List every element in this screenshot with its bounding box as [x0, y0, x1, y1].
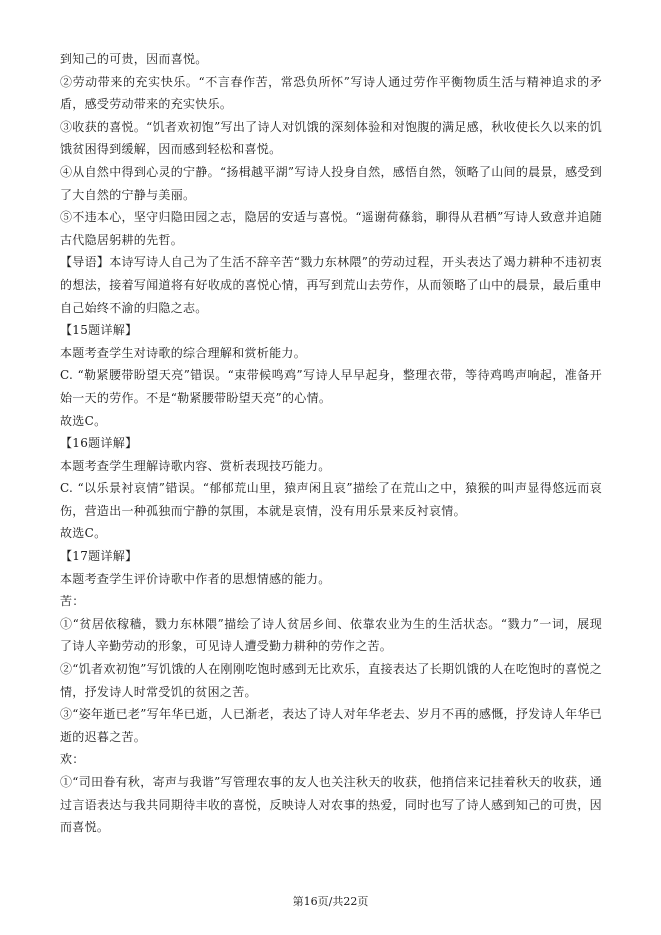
text-line: C. “以乐景衬哀情”错误。“郁郁荒山里，猿声闲且哀”描绘了在荒山之中，猿猴的叫声显得悠远而哀伤，营造出一种孤独而宁静的氛围，本就是哀情，没有用乐景来反衬哀情。: [60, 481, 602, 518]
text-line: ②劳动带来的充实快乐。“不言春作苦，常恐负所怀”写诗人通过劳作平衡物质生活与精神追求的矛盾，感受劳动带来的充实快乐。: [60, 74, 602, 112]
text-line: ①“贫居依稼穑，戮力东林隈”描绘了诗人贫居乡间、依靠农业为生的生活状态。“戮力”一词，展现了诗人辛勤劳动的形象，可见诗人遭受勤力耕种的劳作之苦。: [60, 616, 602, 654]
text-line: ④从自然中得到心灵的宁静。“扬楫越平湖”写诗人投身自然，感悟自然，领略了山间的晨景，感受到了大自然的宁静与美丽。: [60, 164, 602, 202]
page-content: [60, 48, 602, 839]
text-line: 到知己的可贵，因而喜悦。: [60, 52, 208, 66]
text-line: 苦：: [60, 594, 85, 609]
text-line: 本题考查学生对诗歌的综合理解和赏析能力。: [60, 345, 307, 360]
answer-line: 故选C。: [60, 413, 107, 428]
text-line: ③“姿年逝已老”写年华已逝，人已渐老，表达了诗人对年华老去、岁月不再的感慨，抒发诗人年华已逝的迟暮之苦。: [60, 707, 602, 744]
text-line: ②“饥者欢初饱”写饥饿的人在刚刚吃饱时感到无比欢乐，直接表达了长期饥饿的人在吃饱时的喜悦之情，抒发诗人时常受饥的贫困之苦。: [60, 662, 602, 699]
text-line: 本题考查学生理解诗歌内容、赏析表现技巧能力。: [60, 458, 331, 473]
text-line: 本题考查学生评价诗歌中作者的思想情感的能力。: [60, 571, 331, 586]
text-line: ③收获的喜悦。“饥者欢初饱”写出了诗人对饥饿的深刻体验和对饱腹的满足感，秋收使长久以来的饥饿贫困得到缓解，因而感到轻松和喜悦。: [60, 119, 602, 157]
section-heading: 【16题详解】: [60, 436, 138, 451]
text-line: 【导语】本诗写诗人自己为了生活不辞辛苦“戮力东林隈”的劳动过程，开头表达了竭力耕种不违初衷的想法，接着写闻道将有好收成的喜悦心情，再写到荒山去劳作，从而领略了山中的晨景，最后重申自己始终不渝的归隐之志。: [60, 255, 602, 315]
text-line: 欢：: [60, 752, 85, 767]
answer-line: 故选C。: [60, 526, 107, 541]
section-heading: 【15题详解】: [60, 323, 138, 338]
text-line: ⑤不违本心，坚守归隐田园之志，隐居的安适与喜悦。“遥谢荷蓧翁，聊得从君栖”写诗人致意并追随古代隐居躬耕的先哲。: [60, 210, 602, 247]
page-number: 第16页/共22页: [292, 895, 369, 908]
text-line: C. “勒紧腰带盼望天亮”错误。“束带候鸣鸡”写诗人早早起身，整理衣带，等待鸡鸣声响起，准备开始一天的劳作。不是“勒紧腰带盼望天亮”的心情。: [60, 368, 602, 405]
text-line: ①“司田眷有秋，寄声与我谐”写管理农事的友人也关注秋天的收获，他捎信来记挂着秋天的收获，通过言语表达与我共同期待丰收的喜悦，反映诗人对农事的热爱，同时也写了诗人感到知己的可贵，因而喜悦。: [60, 775, 602, 835]
section-heading: 【17题详解】: [60, 549, 138, 564]
